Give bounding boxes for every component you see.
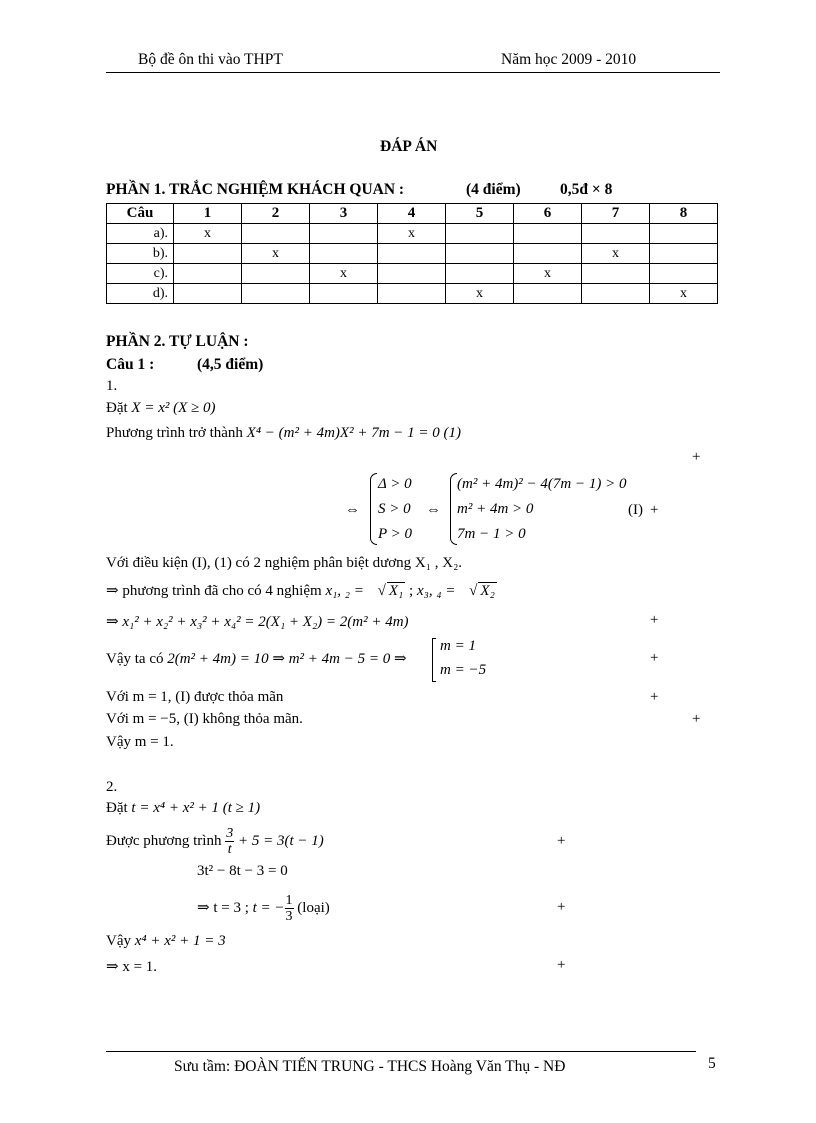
table-cell: x bbox=[582, 244, 650, 264]
score-mark: + bbox=[650, 689, 659, 705]
text: (loại) bbox=[293, 899, 330, 916]
col-header: 3 bbox=[310, 204, 378, 224]
table-cell bbox=[446, 224, 514, 244]
score-mark: + bbox=[650, 612, 659, 628]
page-title: ĐÁP ÁN bbox=[380, 138, 438, 155]
numerator: 1 bbox=[285, 893, 293, 908]
table-cell bbox=[446, 244, 514, 264]
score-mark: + bbox=[650, 502, 659, 518]
score-mark: + bbox=[557, 833, 566, 849]
table-cell bbox=[650, 264, 718, 284]
line-equation-2 bbox=[106, 826, 324, 857]
section-number-2: 2. bbox=[106, 779, 118, 795]
col-header: 2 bbox=[242, 204, 310, 224]
text: Đặt bbox=[106, 400, 132, 416]
table-row bbox=[107, 284, 718, 304]
score-mark: + bbox=[650, 650, 659, 666]
math: X⁴ − (m² + 4m)X² + 7m − 1 = 0 (1) bbox=[246, 425, 462, 441]
table-cell bbox=[242, 284, 310, 304]
header-left: Bộ đề ôn thi vào THPT bbox=[138, 51, 283, 68]
answer-table bbox=[106, 203, 718, 304]
col-header: 7 bbox=[582, 204, 650, 224]
line-sum: ⇒ x₁² + x₂² + x₃² + x₄² = 2(X₁ + X₂) = 2(m² + 4m) bbox=[106, 614, 409, 630]
table-row bbox=[107, 264, 718, 284]
table-cell bbox=[378, 284, 446, 304]
line-substitution-2 bbox=[106, 800, 260, 817]
line-quadratic: 3t² − 8t − 3 = 0 bbox=[197, 863, 288, 879]
sqrt-value: X₁ bbox=[388, 583, 404, 599]
table-cell bbox=[514, 284, 582, 304]
table-cell: x bbox=[174, 224, 242, 244]
table-cell: x bbox=[514, 264, 582, 284]
table-row bbox=[107, 244, 718, 264]
part2-heading: PHẦN 2. TỰ LUẬN : bbox=[106, 333, 249, 350]
brace-left bbox=[450, 473, 457, 545]
table-cell: x bbox=[242, 244, 310, 264]
row-label: a). bbox=[107, 224, 174, 244]
math: t = − bbox=[252, 899, 285, 916]
table-cell bbox=[582, 224, 650, 244]
table-cell bbox=[174, 264, 242, 284]
question1-label: Câu 1 : bbox=[106, 356, 155, 373]
line-final: ⇒ x = 1. bbox=[106, 959, 158, 975]
table-row bbox=[107, 224, 718, 244]
table-cell: x bbox=[446, 284, 514, 304]
text: Vậy bbox=[106, 933, 135, 949]
part1-scoring: 0,5đ × 8 bbox=[560, 181, 613, 198]
part1-heading: PHẦN 1. TRẮC NGHIỆM KHÁCH QUAN : bbox=[106, 181, 405, 198]
table-cell: x bbox=[310, 264, 378, 284]
table-cell bbox=[310, 284, 378, 304]
line-result: Vậy m = 1. bbox=[106, 734, 174, 750]
line-solve bbox=[106, 649, 407, 668]
table-cell bbox=[242, 264, 310, 284]
text: ⇒ phương trình đã cho có 4 nghiệm bbox=[106, 583, 326, 599]
score-mark: + bbox=[692, 711, 701, 727]
col-header: 1 bbox=[174, 204, 242, 224]
line-substitution bbox=[106, 400, 216, 417]
row-label: b). bbox=[107, 244, 174, 264]
col-header: 4 bbox=[378, 204, 446, 224]
col-header: 8 bbox=[650, 204, 718, 224]
text: Được phương trình bbox=[106, 832, 226, 849]
text: Đặt bbox=[106, 800, 132, 816]
table-cell bbox=[378, 244, 446, 264]
score-mark: + bbox=[692, 449, 701, 465]
math: X = x² (X ≥ 0) bbox=[131, 400, 216, 416]
case-bracket bbox=[432, 638, 436, 682]
footer-text: Sưu tầm: ĐOÀN TIẾN TRUNG - THCS Hoàng Văn Thụ - NĐ bbox=[174, 1058, 566, 1075]
row-label: c). bbox=[107, 264, 174, 284]
math: 2(m² + 4m) = 10 ⇒ m² + 4m − 5 = 0 ⇒ bbox=[167, 651, 407, 667]
row-label: d). bbox=[107, 284, 174, 304]
page-number: 5 bbox=[708, 1055, 716, 1072]
table-cell: x bbox=[650, 284, 718, 304]
system-label: (I) bbox=[628, 502, 643, 518]
fraction bbox=[225, 826, 234, 857]
header-rule bbox=[106, 72, 720, 73]
footer-rule bbox=[106, 1051, 696, 1052]
table-cell bbox=[650, 244, 718, 264]
system-line: P > 0 bbox=[378, 526, 413, 542]
score-mark: + bbox=[557, 899, 566, 915]
denominator: 3 bbox=[285, 909, 293, 924]
table-cell bbox=[378, 264, 446, 284]
table-cell bbox=[174, 284, 242, 304]
part1-points: (4 điểm) bbox=[466, 181, 521, 198]
denominator: t bbox=[227, 842, 232, 857]
table-cell bbox=[650, 224, 718, 244]
case-line: m = 1 bbox=[440, 638, 476, 654]
equiv-arrow: ⇔ bbox=[345, 502, 360, 518]
score-mark: + bbox=[557, 957, 566, 973]
fraction bbox=[285, 893, 294, 924]
separator: ; bbox=[405, 583, 417, 599]
text: ⇒ t = 3 ; bbox=[197, 899, 253, 916]
system-line: m² + 4m > 0 bbox=[457, 501, 534, 517]
table-cell bbox=[446, 264, 514, 284]
table-cell bbox=[514, 244, 582, 264]
line-roots: ⇒ phương trình đã cho có 4 nghiệm x₁, ₂ = √ X₁ ; x₃, ₄ = √ X₂ bbox=[106, 583, 495, 599]
question1-points: (4,5 điểm) bbox=[197, 356, 264, 373]
system-line: (m² + 4m)² − 4(7m − 1) > 0 bbox=[457, 476, 627, 492]
table-cell bbox=[242, 224, 310, 244]
line-back-substitution bbox=[106, 933, 226, 950]
line-check-2: Với m = −5, (I) không thỏa mãn. bbox=[106, 711, 303, 727]
table-cell bbox=[582, 264, 650, 284]
math: + 5 = 3(t − 1) bbox=[237, 832, 324, 849]
table-cell bbox=[310, 224, 378, 244]
text: Phương trình trở thành bbox=[106, 425, 247, 441]
sqrt-value: X₂ bbox=[480, 583, 495, 599]
section-number-1: 1. bbox=[106, 378, 118, 394]
col-header: 5 bbox=[446, 204, 514, 224]
table-cell bbox=[174, 244, 242, 264]
table-header-row bbox=[107, 204, 718, 224]
math: x₁, ₂ = bbox=[325, 583, 364, 599]
table-cell bbox=[514, 224, 582, 244]
equiv-arrow: ⇔ bbox=[426, 502, 441, 518]
brace-left bbox=[370, 473, 377, 545]
header-right: Năm học 2009 - 2010 bbox=[501, 51, 637, 68]
table-cell bbox=[582, 284, 650, 304]
math: t = x⁴ + x² + 1 (t ≥ 1) bbox=[131, 800, 261, 816]
line-conclusion: Với điều kiện (I), (1) có 2 nghiệm phân biệt dương X₁ , X₂. bbox=[106, 555, 463, 571]
system-line: S > 0 bbox=[378, 501, 411, 517]
case-line: m = −5 bbox=[440, 662, 487, 678]
text: Vậy ta có bbox=[106, 651, 168, 667]
numerator: 3 bbox=[226, 826, 234, 841]
col-header: 6 bbox=[514, 204, 582, 224]
table-corner: Câu bbox=[107, 204, 174, 224]
line-equation bbox=[106, 425, 461, 442]
line-solutions bbox=[197, 893, 330, 924]
system-line: Δ > 0 bbox=[378, 476, 412, 492]
table-cell: x bbox=[378, 224, 446, 244]
math: x⁴ + x² + 1 = 3 bbox=[134, 933, 226, 949]
system-line: 7m − 1 > 0 bbox=[457, 526, 526, 542]
table-cell bbox=[310, 244, 378, 264]
math: x₃, ₄ = bbox=[416, 583, 456, 599]
line-check-1: Với m = 1, (I) được thỏa mãn bbox=[106, 689, 284, 705]
